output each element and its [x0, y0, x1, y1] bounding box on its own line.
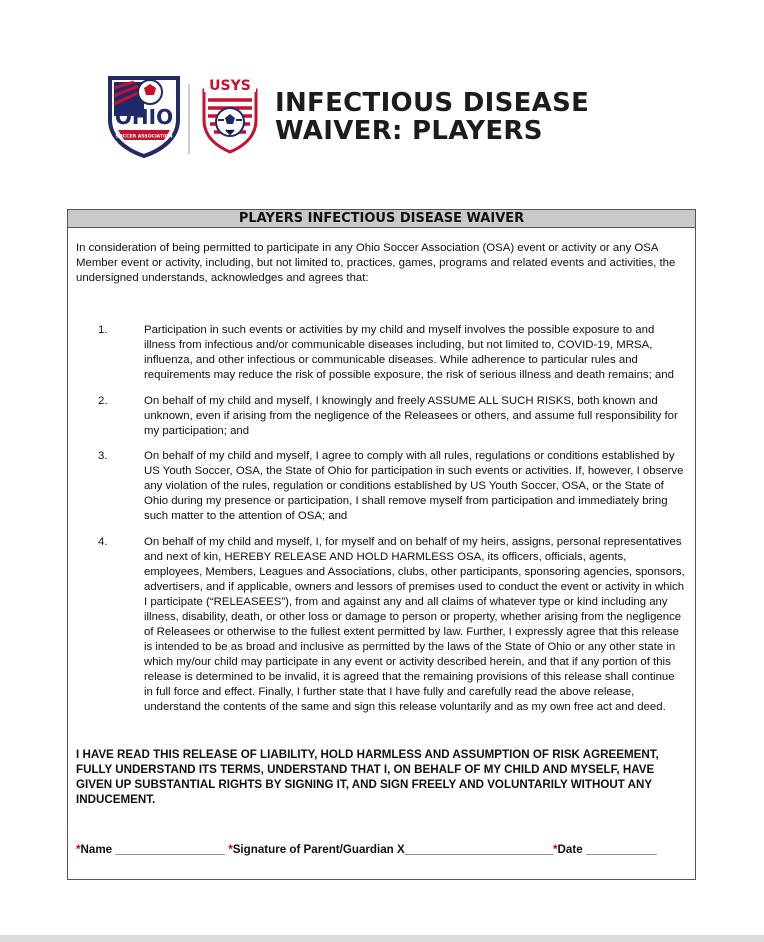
usys-logo: [198, 76, 262, 156]
required-marker: *: [553, 843, 558, 856]
required-marker: *: [76, 843, 81, 856]
waiver-box: [67, 209, 696, 880]
waiver-content: [76, 241, 685, 856]
signature-line: [76, 842, 686, 857]
svg-text:SOCCER ASSOCIATION: SOCCER ASSOCIATION: [115, 134, 173, 140]
date-label: Date: [557, 843, 583, 856]
page-header: [0, 0, 764, 200]
item-text: Participation in such events or activities by my child and myself involves the possible exposure to and illness from infectious and/or communicable diseases including, but not limited to, COVID-19, MRSA, influenza, and other infectious or communicable diseases. While adherence to particular rules and requirements may reduce the risk of possible exposure, the risk of serious illness and death remains; and: [144, 324, 674, 381]
name-label: Name: [80, 843, 113, 856]
signature-label: Signature of Parent/Guardian X: [232, 843, 405, 856]
page-bottom-edge: [0, 935, 764, 942]
list-item: [76, 449, 686, 524]
item-text: On behalf of my child and myself, I, for myself and on behalf of my heirs, assigns, personal representatives and next of kin, HEREBY RELEASE AND HOLD HARMLESS OSA, its officers, officials, agents, employees, Members, Leagues and Associations, clubs, other participants, sponsoring agencies, sponsors, advertisers, and if applicable, owners and lessors of premises used to conduct the event or activity in which I participate (“RELEASEES”), from and against any and all claims of whatever type or kind including any illness, disability, death, or other loss or damage to person or property, whether arising from the negligence of Releasees or otherwise to the fullest extent permitted by law. Further, I expressly agree that this release is intended to be as broad and inclusive as permitted by the laws of the State of Ohio or any other state in which my/our child may participate in any event or activity described herein, and that if any portion of this release is determined to be invalid, it is agreed that the remaining provisions of this release shall continue in full force and effect. Finally, I further state that I have fully and carefully read the above release, understand the contents of the same and sign this release voluntarily and as my own free act and deed.: [144, 536, 685, 713]
name-field[interactable]: _________________: [115, 843, 225, 856]
list-item: [76, 535, 686, 715]
item-number: 3.: [98, 450, 108, 462]
logo-divider: [188, 84, 190, 154]
waiver-heading: PLAYERS INFECTIOUS DISEASE WAIVER: [68, 210, 695, 228]
item-number: 2.: [98, 395, 108, 407]
title-line-2: WAIVER: PLAYERS: [275, 116, 543, 146]
item-text: On behalf of my child and myself, I knowingly and freely ASSUME ALL SUCH RISKS, both known and unknown, even if arising from the negligence of the Releasees or others, and assume full responsibility for my participation; and: [144, 395, 678, 437]
item-number: 1.: [98, 324, 108, 336]
list-item: [76, 323, 686, 383]
date-field[interactable]: ___________: [585, 843, 657, 856]
list-item: [76, 394, 686, 439]
required-marker: *: [228, 843, 233, 856]
title-line-1: INFECTIOUS DISEASE: [275, 88, 590, 118]
item-text: On behalf of my child and myself, I agree to comply with all rules, regulations or conditions established by US Youth Soccer, OSA, the State of Ohio for participation in such events or activities. If, however, I observe any violation of the rules, regulation or conditions established by US Youth Soccer, OSA, or the State of Ohio during my presence or participation, I shall remove myself from participation and immediately bring such matter to the attention of OSA; and: [144, 450, 684, 522]
acknowledgement-statement: I HAVE READ THIS RELEASE OF LIABILITY, HOLD HARMLESS AND ASSUMPTION OF RISK AGREEMENT, FULLY UNDERSTAND ITS TERMS, UNDERSTAND THAT I, ON BEHALF OF MY CHILD AND MYSELF, HAVE GIVEN UP SUBSTANTIAL RIGHTS BY SIGNING IT, AND SIGN FREELY AND VOLUNTARILY WITHOUT ANY INDUCEMENT.: [76, 748, 659, 806]
page-title: [275, 89, 589, 145]
signature-field[interactable]: _______________________: [404, 843, 554, 856]
ohio-soccer-association-logo: [104, 74, 184, 158]
intro-paragraph: In consideration of being permitted to participate in any Ohio Soccer Association (OSA) event or activity or any OSA Member event or activity, including, but not limited to, practices, games, programs and related events and activities, the undersigned understands, acknowledges and agrees that:: [76, 242, 676, 284]
item-number: 4.: [98, 536, 108, 548]
svg-text:USYS: USYS: [209, 78, 251, 94]
svg-text:OHIO: OHIO: [114, 105, 174, 129]
